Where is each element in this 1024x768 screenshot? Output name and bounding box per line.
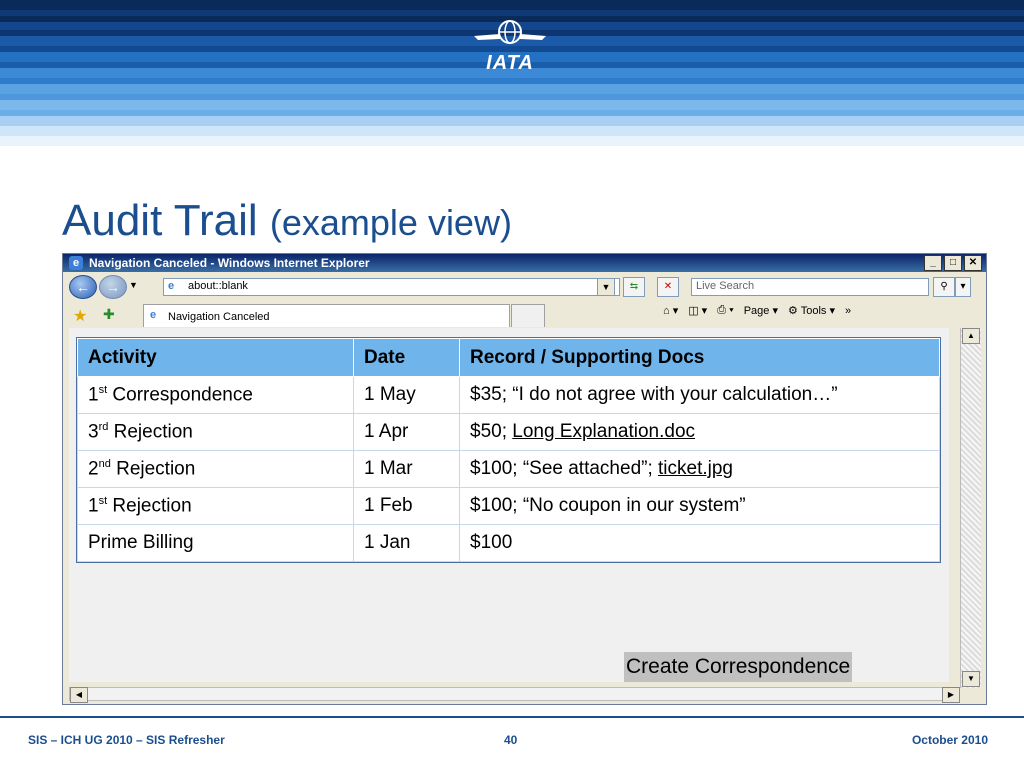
column-header-record: Record / Supporting Docs bbox=[460, 339, 940, 377]
cell-date: 1 Mar bbox=[354, 451, 460, 488]
cell-record: $50; Long Explanation.doc bbox=[460, 414, 940, 451]
footer-date: October 2010 bbox=[911, 733, 988, 747]
maximize-button[interactable]: □ bbox=[944, 255, 962, 271]
close-button[interactable]: ✕ bbox=[964, 255, 982, 271]
slide-title: Audit Trail (example view) bbox=[62, 196, 512, 245]
new-tab-button[interactable] bbox=[511, 304, 545, 327]
browser-titlebar bbox=[63, 254, 986, 272]
print-icon[interactable]: ⎙ ▾ bbox=[717, 304, 734, 316]
address-dropdown-button[interactable]: ▼ bbox=[597, 278, 615, 296]
command-bar bbox=[663, 304, 851, 317]
attachment-link[interactable]: Long Explanation.doc bbox=[512, 421, 696, 442]
feeds-icon[interactable]: ◫ ▾ bbox=[688, 305, 708, 317]
search-icon[interactable]: ⚲ bbox=[933, 277, 955, 297]
favorites-star-icon[interactable]: ★ bbox=[73, 308, 88, 325]
tab-navigation-canceled[interactable]: e Navigation Canceled bbox=[143, 304, 510, 327]
footer-divider bbox=[0, 716, 1024, 718]
table-row bbox=[78, 377, 940, 414]
tools-menu[interactable]: ⚙ Tools ▾ bbox=[787, 305, 835, 317]
more-chevron[interactable]: » bbox=[844, 304, 852, 317]
footer-left-text: SIS – ICH UG 2010 – SIS Refresher bbox=[28, 733, 225, 747]
table-header-row bbox=[78, 339, 940, 377]
stop-button[interactable]: ✕ bbox=[657, 277, 679, 297]
horizontal-scrollbar[interactable] bbox=[69, 687, 959, 701]
home-icon[interactable]: ⌂ ▾ bbox=[663, 305, 679, 317]
forward-button[interactable]: → bbox=[99, 275, 127, 299]
cell-record: $100 bbox=[460, 525, 940, 562]
page-menu[interactable]: Page ▾ bbox=[743, 305, 778, 317]
cell-date: 1 Jan bbox=[354, 525, 460, 562]
vertical-scrollbar[interactable] bbox=[960, 328, 981, 688]
table-row bbox=[78, 414, 940, 451]
refresh-button[interactable]: ⇆ bbox=[623, 277, 645, 297]
cell-activity: Prime Billing bbox=[78, 525, 354, 562]
header-banner bbox=[0, 0, 1024, 150]
cell-activity: 3rd Rejection bbox=[78, 414, 354, 451]
cell-record: $100; “See attached”; ticket.jpg bbox=[460, 451, 940, 488]
cell-date: 1 May bbox=[354, 377, 460, 414]
tab-page-icon: e bbox=[150, 309, 157, 321]
scroll-down-icon[interactable]: ▼ bbox=[962, 671, 980, 687]
create-correspondence-button[interactable]: Create Correspondence bbox=[624, 652, 852, 682]
table-row bbox=[78, 451, 940, 488]
cell-record: $100; “No coupon in our system” bbox=[460, 488, 940, 525]
cell-activity: 2nd Rejection bbox=[78, 451, 354, 488]
scroll-up-icon[interactable]: ▲ bbox=[962, 328, 980, 344]
minimize-button[interactable]: _ bbox=[924, 255, 942, 271]
table-row bbox=[78, 525, 940, 562]
add-favorite-icon[interactable]: ✚ bbox=[103, 306, 115, 322]
cell-activity: 1st Correspondence bbox=[78, 377, 354, 414]
search-options-button[interactable]: ▾ bbox=[955, 277, 971, 297]
column-header-date: Date bbox=[354, 339, 460, 377]
cell-date: 1 Apr bbox=[354, 414, 460, 451]
scroll-left-icon[interactable]: ◀ bbox=[70, 687, 88, 703]
audit-table bbox=[77, 338, 940, 562]
tab-row bbox=[63, 300, 986, 328]
address-row bbox=[63, 272, 986, 300]
cell-record: $35; “I do not agree with your calculation…” bbox=[460, 377, 940, 414]
page-icon: e bbox=[168, 280, 175, 292]
iata-logo: IATA bbox=[470, 18, 550, 74]
history-dropdown-icon[interactable]: ▼ bbox=[129, 280, 138, 290]
attachment-link[interactable]: ticket.jpg bbox=[658, 458, 733, 479]
page-number: 40 bbox=[504, 733, 518, 747]
window-title: Navigation Canceled - Windows Internet Explorer bbox=[89, 256, 370, 270]
scroll-right-icon[interactable]: ▶ bbox=[942, 687, 960, 703]
slide-subtitle: (example view) bbox=[269, 202, 512, 243]
search-input[interactable]: Live Search bbox=[691, 278, 929, 296]
address-bar[interactable]: e about::blank bbox=[163, 278, 620, 296]
ie-icon: e bbox=[69, 256, 83, 270]
cell-activity: 1st Rejection bbox=[78, 488, 354, 525]
column-header-activity: Activity bbox=[78, 339, 354, 377]
table-row bbox=[78, 488, 940, 525]
cell-date: 1 Feb bbox=[354, 488, 460, 525]
back-button[interactable]: ← bbox=[69, 275, 97, 299]
